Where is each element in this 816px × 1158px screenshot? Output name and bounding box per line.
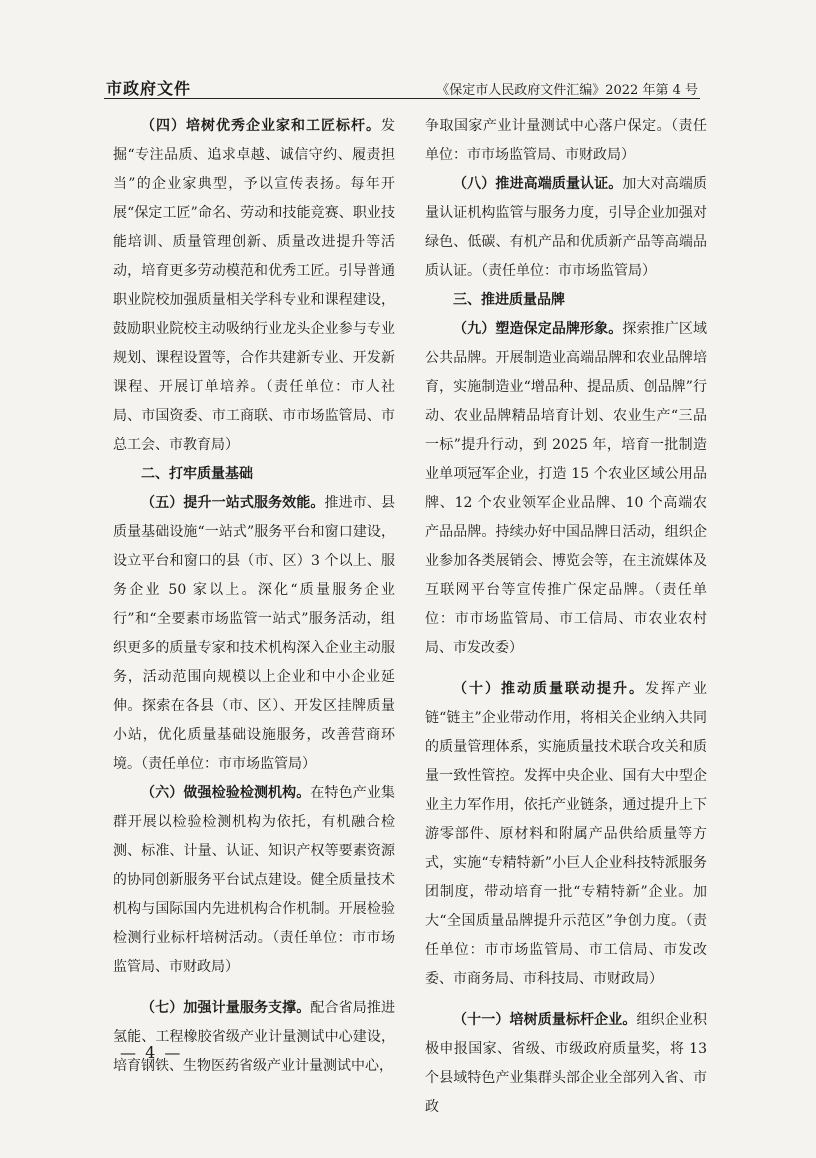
paragraph-8 bbox=[425, 170, 707, 286]
paragraph-10-text: 发挥产业链“链主”企业带动作用，将相关企业纳入共同的质量管理体系，实施质量技术联合攻关和质量一致性管控。发挥中央企业、国有大中型企业主力军作用，依托产业链条，通过提升上下游零部件、原材料和附属产品供给质量等方式，实施“专精特新”小巨人企业科技特派服务团制度，带动培育一批“专精特新”企业。加大“全国质量品牌提升示范区”争创力度。（责任单位：市市场监管局、市工信局、市发改委、市商务局、市科技局、市财政局） bbox=[425, 681, 707, 987]
paragraph-9-lead: （九）塑造保定品牌形象。 bbox=[453, 321, 623, 337]
paragraph-9-text: 探索推广区域公共品牌。开展制造业高端品牌和农业品牌培育，实施制造业“增品种、提品质、创品牌”行动、农业品牌精品培育计划、农业生产“三品一标”提升行动，到 2025 年，培育一批制造业单项冠军企业，打造 15 个农业区域公用品牌、12 个农业领军企业品牌、10 个高端农产品品牌。持续办好中国品牌日活动，组织企业参加各类展销会、博览会等，在主流媒体及互联网平台等宣传推广保定品牌。（责任单位：市市场监管局、市工信局、市农业农村局、市发改委） bbox=[425, 321, 708, 656]
section-heading-2: 二、打牢质量基础 bbox=[141, 466, 253, 482]
paragraph-10-lead: （十）推动质量联动提升。 bbox=[453, 681, 645, 697]
paragraph-4-lead: （四）培树优秀企业家和工匠标杆。 bbox=[141, 118, 381, 134]
paragraph-11-lead: （十一）培树质量标杆企业。 bbox=[453, 1012, 637, 1028]
paragraph-5-lead: （五）提升一站式服务效能。 bbox=[141, 495, 325, 511]
paragraph-7-text: 配合省局推进氢能、工程橡胶省级产业计量测试中心建设，培育钢铁、生物医药省级产业计量测试中心， bbox=[113, 1000, 396, 1074]
header-publication: 《保定市人民政府文件汇编》2022 年第 4 号 bbox=[436, 83, 698, 98]
header-doc-type: 市政府文件 bbox=[106, 79, 192, 98]
paragraph-11 bbox=[425, 1006, 707, 1122]
paragraph-8-text: 加大对高端质量认证机构监管与服务力度，引导企业加强对绿色、低碳、有机产品和优质新产品等高端品质认证。（责任单位：市市场监管局） bbox=[425, 176, 708, 279]
header-rule bbox=[104, 98, 700, 99]
page-number: — 4 — bbox=[120, 1043, 183, 1062]
paragraph-4-text: 发掘“专注品质、追求卓越、诚信守约、履责担当”的企业家典型，予以宣传表扬。每年开展“保定工匠”命名、劳动和技能竞赛、职业技能培训、质量管理创新、质量改进提升等活动，培育更多劳动模范和优秀工匠。引导普通职业院校加强质量相关学科专业和课程建设，鼓励职业院校主动吸纳行业龙头企业参与专业规划、课程设置等，合作共建新专业、开发新课程、开展订单培养。（责任单位：市人社局、市国资委、市工商联、市市场监管局、市总工会、市教育局） bbox=[113, 118, 395, 453]
paragraph-5 bbox=[113, 489, 395, 779]
paragraph-6 bbox=[113, 779, 395, 982]
paragraph-6-lead: （六）做强检验检测机构。 bbox=[141, 785, 311, 801]
right-column bbox=[425, 112, 707, 1122]
paragraph-4 bbox=[113, 112, 395, 460]
paragraph-8-lead: （八）推进高端质量认证。 bbox=[453, 176, 623, 192]
paragraph-7-continued: 争取国家产业计量测试中心落户保定。（责任单位：市市场监管局、市财政局） bbox=[425, 118, 707, 163]
paragraph-6-text: 在特色产业集群开展以检验检测机构为依托，有机融合检测、标准、计量、认证、知识产权等要素资源的协同创新服务平台试点建设。健全质量技术机构与国际国内先进机构合作机制。开展检验检测行业标杆培树活动。（责任单位：市市场监管局、市财政局） bbox=[113, 785, 396, 975]
paragraph-11-text: 组织企业积极申报国家、省级、市级政府质量奖，将 13 个县域特色产业集群头部企业全部列入省、市政 bbox=[425, 1012, 708, 1115]
left-column bbox=[113, 112, 395, 1081]
paragraph-7-lead: （七）加强计量服务支撑。 bbox=[141, 1000, 311, 1016]
paragraph-10 bbox=[425, 675, 707, 994]
section-heading-3: 三、推进质量品牌 bbox=[453, 292, 565, 308]
paragraph-7 bbox=[113, 994, 395, 1081]
paragraph-9 bbox=[425, 315, 707, 663]
paragraph-5-text: 推进市、县质量基础设施“一站式”服务平台和窗口建设，设立平台和窗口的县（市、区）3 个以上、服务企业 50 家以上。深化“质量服务企业行”和“全要素市场监管一站式”服务活动，组织更多的质量专家和技术机构深入企业主动服务，活动范围向规模以上企业和中小企业延伸。探索在各县（市、区）、开发区挂牌质量小站，优化质量基础设施服务，改善营商环境。（责任单位：市市场监管局） bbox=[113, 495, 396, 772]
